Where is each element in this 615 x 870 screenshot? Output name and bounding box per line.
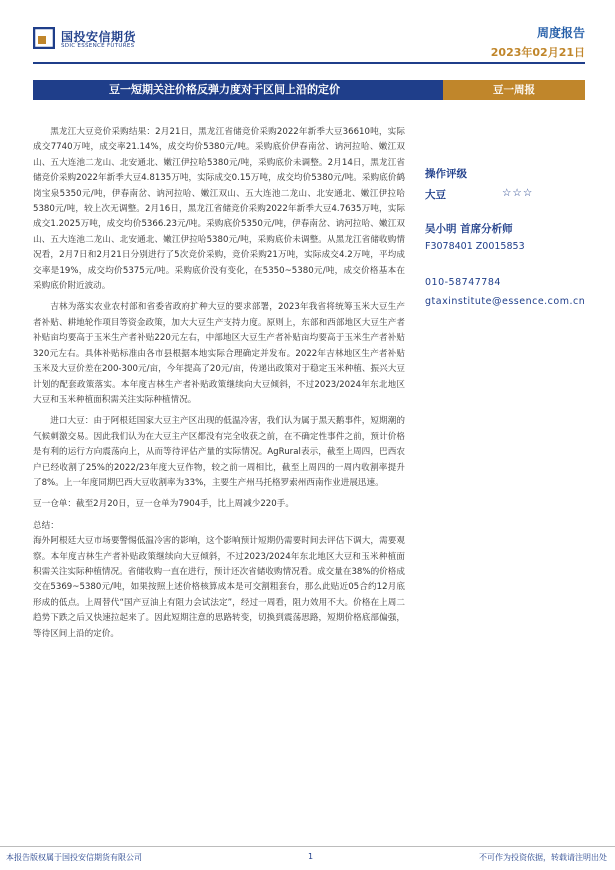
company-logo [33,27,293,55]
contact-phone: 010-58747784 [425,277,501,288]
analyst-certificates: F3078401 Z0015853 [425,241,525,252]
report-body [33,125,405,648]
report-date: 2023年02月21日 [490,46,585,59]
analyst-name: 吴小明 首席分析师 [425,223,513,235]
page-number: 1 [308,852,314,861]
contact-email[interactable]: gtaxinstitute@essence.com.cn [425,296,586,307]
footer-disclaimer: 不可作为投资依据，转载请注明出处 [479,853,607,862]
report-title: 豆一短期关注价格反弹力度对于区间上沿的定价 [33,80,443,100]
rating-stars-icon: ☆☆☆ [502,187,534,199]
rating-heading: 操作评级 [425,168,467,180]
company-name-en: SDIC ESSENCE FUTURES [61,43,135,49]
paragraph-summary: 海外阿根廷大豆市场要警惕低温冷害的影响，这个影响预计短期仍需要时间去评估下调大，需要观察。本年度吉林生产者补贴政策继续向大豆倾斜，不过2023/2024年东北地区大豆和玉米种植面积需关注实际种植情况。省储收购一直在进行，预计还次省储收购情况看。成交量在38%的价格成交在5369~5380元/吨，如果按照上述价格核算成本是可交割粗套台，那么此贴近05合约12月底形成的低点。上周替代“国产豆油上有阻力会试法定”，经过一周看，阻力效用不大。价格在上周二趋势下跌之后又快速拉起来了。因此短期注意的思路转变，切换到震荡思路，短期价格底部偏强，等待区间上沿的定价。 [33,536,405,639]
company-logo-icon [33,27,55,49]
header-divider [33,62,585,64]
report-type: 周度报告 [536,26,585,40]
paragraph-jilin-subsidy: 吉林为落实农业农村部和省委省政府扩种大豆的要求部署，2023年我省将统筹玉米大豆生产者补贴、耕地轮作项目等资金政策，加大大豆生产支持力度。原则上，东部和西部地区大豆生产者补贴亩均要高于玉米生产者补贴220元左右，中部地区大豆生产者补贴亩均要高于玉米生产者补贴320元左右。具体补贴标准由各市县根据本地实际合理确定并发布。2022年吉林地区生产者补贴玉米及大豆价差在200-300元/亩，今年提高了20元/亩，传递出政策对于稳定玉米种植、振兴大豆计划的配套政策落实。本年度吉林生产者补贴政策继续向大豆倾斜，不过2023/2024年东北地区大豆和玉米种植面积需关注实际种植情况。 [33,302,405,405]
rating-commodity: 大豆 [425,189,446,201]
footer-copyright: 本报告版权属于国投安信期货有限公司 [6,853,142,862]
paragraph-imported-soybeans: 进口大豆：由于阿根廷国家大豆主产区出现的低温冷害，我们认为属于黑天鹅事件，短期潮的气候刺激交易。因此我们认为在大豆主产区都没有完全收获之前，在不确定性事件之前，预计价格是有利的运行方向震荡向上，从而等待评估产量的实际情况。AgRural表示，截至上周四，巴西农户已经收割了25%的2022/23年度大豆作物，较之前一周相比，截至上周四的一周内收割率提升了8%。上一年度同期巴西大豆收割率为33%，主要生产州马托格罗索州西南作业进展迅速。 [33,416,405,488]
summary-heading: 总结： [33,520,59,531]
footer-divider [0,846,615,847]
company-name-cn: 国投安信期货 [61,30,137,44]
paragraph-warehouse-receipts: 豆一仓单：截至2月20日，豆一仓单为7904手，比上周减少220手。 [33,499,294,510]
paragraph-heilongjiang-auction: 黑龙江大豆竞价采购结果：2月21日，黑龙江省储竞价采购2022年新季大豆36610吨，实际成交7740万吨，成交率21.14%，成交均价5380元/吨。采购底价伊春南岔、讷河拉哈、嫩江双山、五大连池二龙山、北安通北、嫩江伊拉哈5380元/吨，采购底价未调整。2月14日，黑龙江省储竞价采购2022年新季大豆4.8135万吨，实际成交0.15万吨，成交均价5380元/吨。采购底价鹤岗宝泉5350元/吨，伊春南岔、讷河拉哈、嫩江双山、五大连池二龙山、北安通北、嫩江伊拉哈5380元/吨，较上次无调整。2月16日，黑龙江省储竞价采购2022年新季大豆4.7635万吨，实际成交1.2025万吨，成交均价5366.23元/吨。采购底价5350元/吨，伊春南岔、讷河拉哈、嫩江双山、五大连池二龙山、北安通北、嫩江伊拉哈5380元/吨，采购底价未调整。从黑龙江省储收购情况看，2月7日和2月21日分别进行了5次竞价采购，竞价采购21万吨，实际成交4.2万吨，平均成交率是19%，成交均价5375元/吨。采购底价没有变化，在5350~5380元/吨，成交价格基本在采购底价附近波动。 [33,127,405,292]
report-tag: 豆一周报 [443,80,585,100]
